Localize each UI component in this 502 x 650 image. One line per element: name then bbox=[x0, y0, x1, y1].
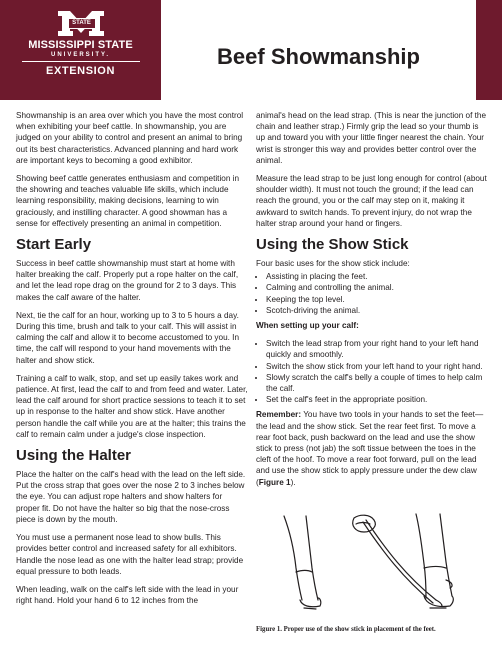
setup-steps-list bbox=[256, 338, 488, 405]
continued-paragraph-1: animal's head on the lead strap. (This is near the junction of the chain and leather strap.) Firmly grip the lead so your thumb is up and toward you with your little finger nearest the chain. Your wrist is stronger this way and provides better control over the animal. bbox=[256, 111, 487, 165]
start-early-paragraph-2: Next, tie the calf for an hour, working up to 3 to 5 hours a day. During this time, brush and talk to your calf. This will assist in calming the calf and allow it to become accustomed to you. In time, the calf will respond to your hand movements with the halter and show stick. bbox=[16, 310, 240, 365]
figure-reference: Figure 1 bbox=[258, 477, 291, 487]
start-early-heading: Start Early bbox=[16, 236, 92, 254]
show-stick-intro: Four basic uses for the show stick include: bbox=[256, 259, 410, 269]
setup-subheading: When setting up your calf: bbox=[256, 321, 359, 331]
remember-text: You have two tools in your hands to set the feet—the lead and the show stick. Set the rear feet first. To move a rear foot back, push backward on the lead and use the show stick to press (not jab) the soft tissue between the toes in the cleft of the hoof. To move a rear foot forward, pull on the lead and use the show stick to apply pressure under the dew claw ( bbox=[256, 410, 484, 487]
figure-caption: Figure 1. Proper use of the show stick in placement of the feet. bbox=[256, 626, 436, 633]
logo-state-badge: STATE bbox=[68, 18, 96, 29]
right-column bbox=[256, 110, 488, 495]
logo-university-word: UNIVERSITY. bbox=[50, 52, 110, 58]
header-accent-bar bbox=[476, 0, 502, 100]
halter-paragraph-2: You must use a permanent nose lead to show bulls. This provides better control and increased safety for all exhibitors. Handle the nose lead as one with the halter lead strap; provide equal pressure to both leads. bbox=[16, 533, 244, 576]
start-early-paragraph-3: Training a calf to walk, stop, and set up easily takes work and patience. At first, lead the calf to and from feed and water. Later, lead the calf around for short practice sessions to teach it to set up in response to the halter and show stick. Have another person handle the calf while you are at the halter; this trains the calf to remain calm under a judge's close inspection. bbox=[16, 373, 248, 439]
list-item: • Switch the show stick from your left hand to your right hand. bbox=[266, 361, 488, 372]
remember-end: ). bbox=[290, 477, 296, 487]
list-item: • Assisting in placing the feet. bbox=[266, 271, 488, 282]
using-halter-heading: Using the Halter bbox=[16, 447, 132, 465]
halter-paragraph-3: When leading, walk on the calf's left side with the lead in your right hand. Hold your hand 6 to 12 inches from the bbox=[16, 584, 239, 606]
halter-paragraph-1: Place the halter on the calf's head with the lead on the left side. Put the cross strap that goes over the nose 2 to 3 inches below the eye. You can adjust rope halters and show halters for proper fit. Do not have the halter so big that the nose-cross piece is down by the mouth. bbox=[16, 470, 246, 524]
show-stick-uses-list bbox=[256, 271, 488, 316]
list-item: • Slowly scratch the calf's belly a couple of times to help calm the calf. bbox=[266, 372, 488, 394]
list-item: • Calming and controlling the animal. bbox=[266, 282, 488, 293]
msu-extension-logo bbox=[0, 0, 161, 100]
show-stick-heading: Using the Show Stick bbox=[256, 236, 409, 254]
logo-divider bbox=[22, 61, 140, 62]
list-item: • Scotch-driving the animal. bbox=[266, 305, 488, 316]
list-item: • Switch the lead strap from your right hand to your left hand quickly and smoothly. bbox=[266, 338, 488, 360]
logo-extension: EXTENSION bbox=[46, 65, 115, 77]
remember-label: Remember: bbox=[256, 410, 302, 420]
continued-paragraph-2: Measure the lead strap to be just long enough for control (about shoulder width). It must not touch the ground; if the lead can reach the ground, you or the calf may step on it, making it awkward to switch hands. To prevent injury, do not wrap the halter strap around your hand or fingers. bbox=[256, 174, 487, 228]
list-item: • Set the calf's feet in the appropriate position. bbox=[266, 394, 488, 405]
remember-paragraph bbox=[256, 409, 488, 487]
page-title: Beef Showmanship bbox=[217, 44, 420, 69]
left-column bbox=[16, 110, 248, 613]
page-header bbox=[0, 0, 502, 100]
show-stick-illustration bbox=[256, 510, 488, 615]
logo-university-name: MISSISSIPPI STATE bbox=[28, 39, 133, 51]
list-item: • Keeping the top level. bbox=[266, 294, 488, 305]
intro-paragraph-1: Showmanship is an area over which you have the most control when exhibiting your beef cattle. In showmanship, you are judged on your ability to control and present an animal to bring out its best characteristics. Advanced planning and hard work are important keys to becoming a good exhibitor. bbox=[16, 111, 244, 165]
msu-m-emblem-icon bbox=[56, 7, 106, 37]
start-early-paragraph-1: Success in beef cattle showmanship must start at home with halter breaking the calf. Properly put a rope halter on the calf, and let the lead rope drag on the ground for 2 to 3 days. This makes the calf aware of the halter. bbox=[16, 259, 239, 302]
intro-paragraph-2: Showing beef cattle generates enthusiasm and competition in the showring and teaches valuable life skills, which include learning responsibility, making decisions, learning to win graciously, and instilling character. A good showman has a sense for effectively presenting an animal in competition. bbox=[16, 174, 240, 228]
